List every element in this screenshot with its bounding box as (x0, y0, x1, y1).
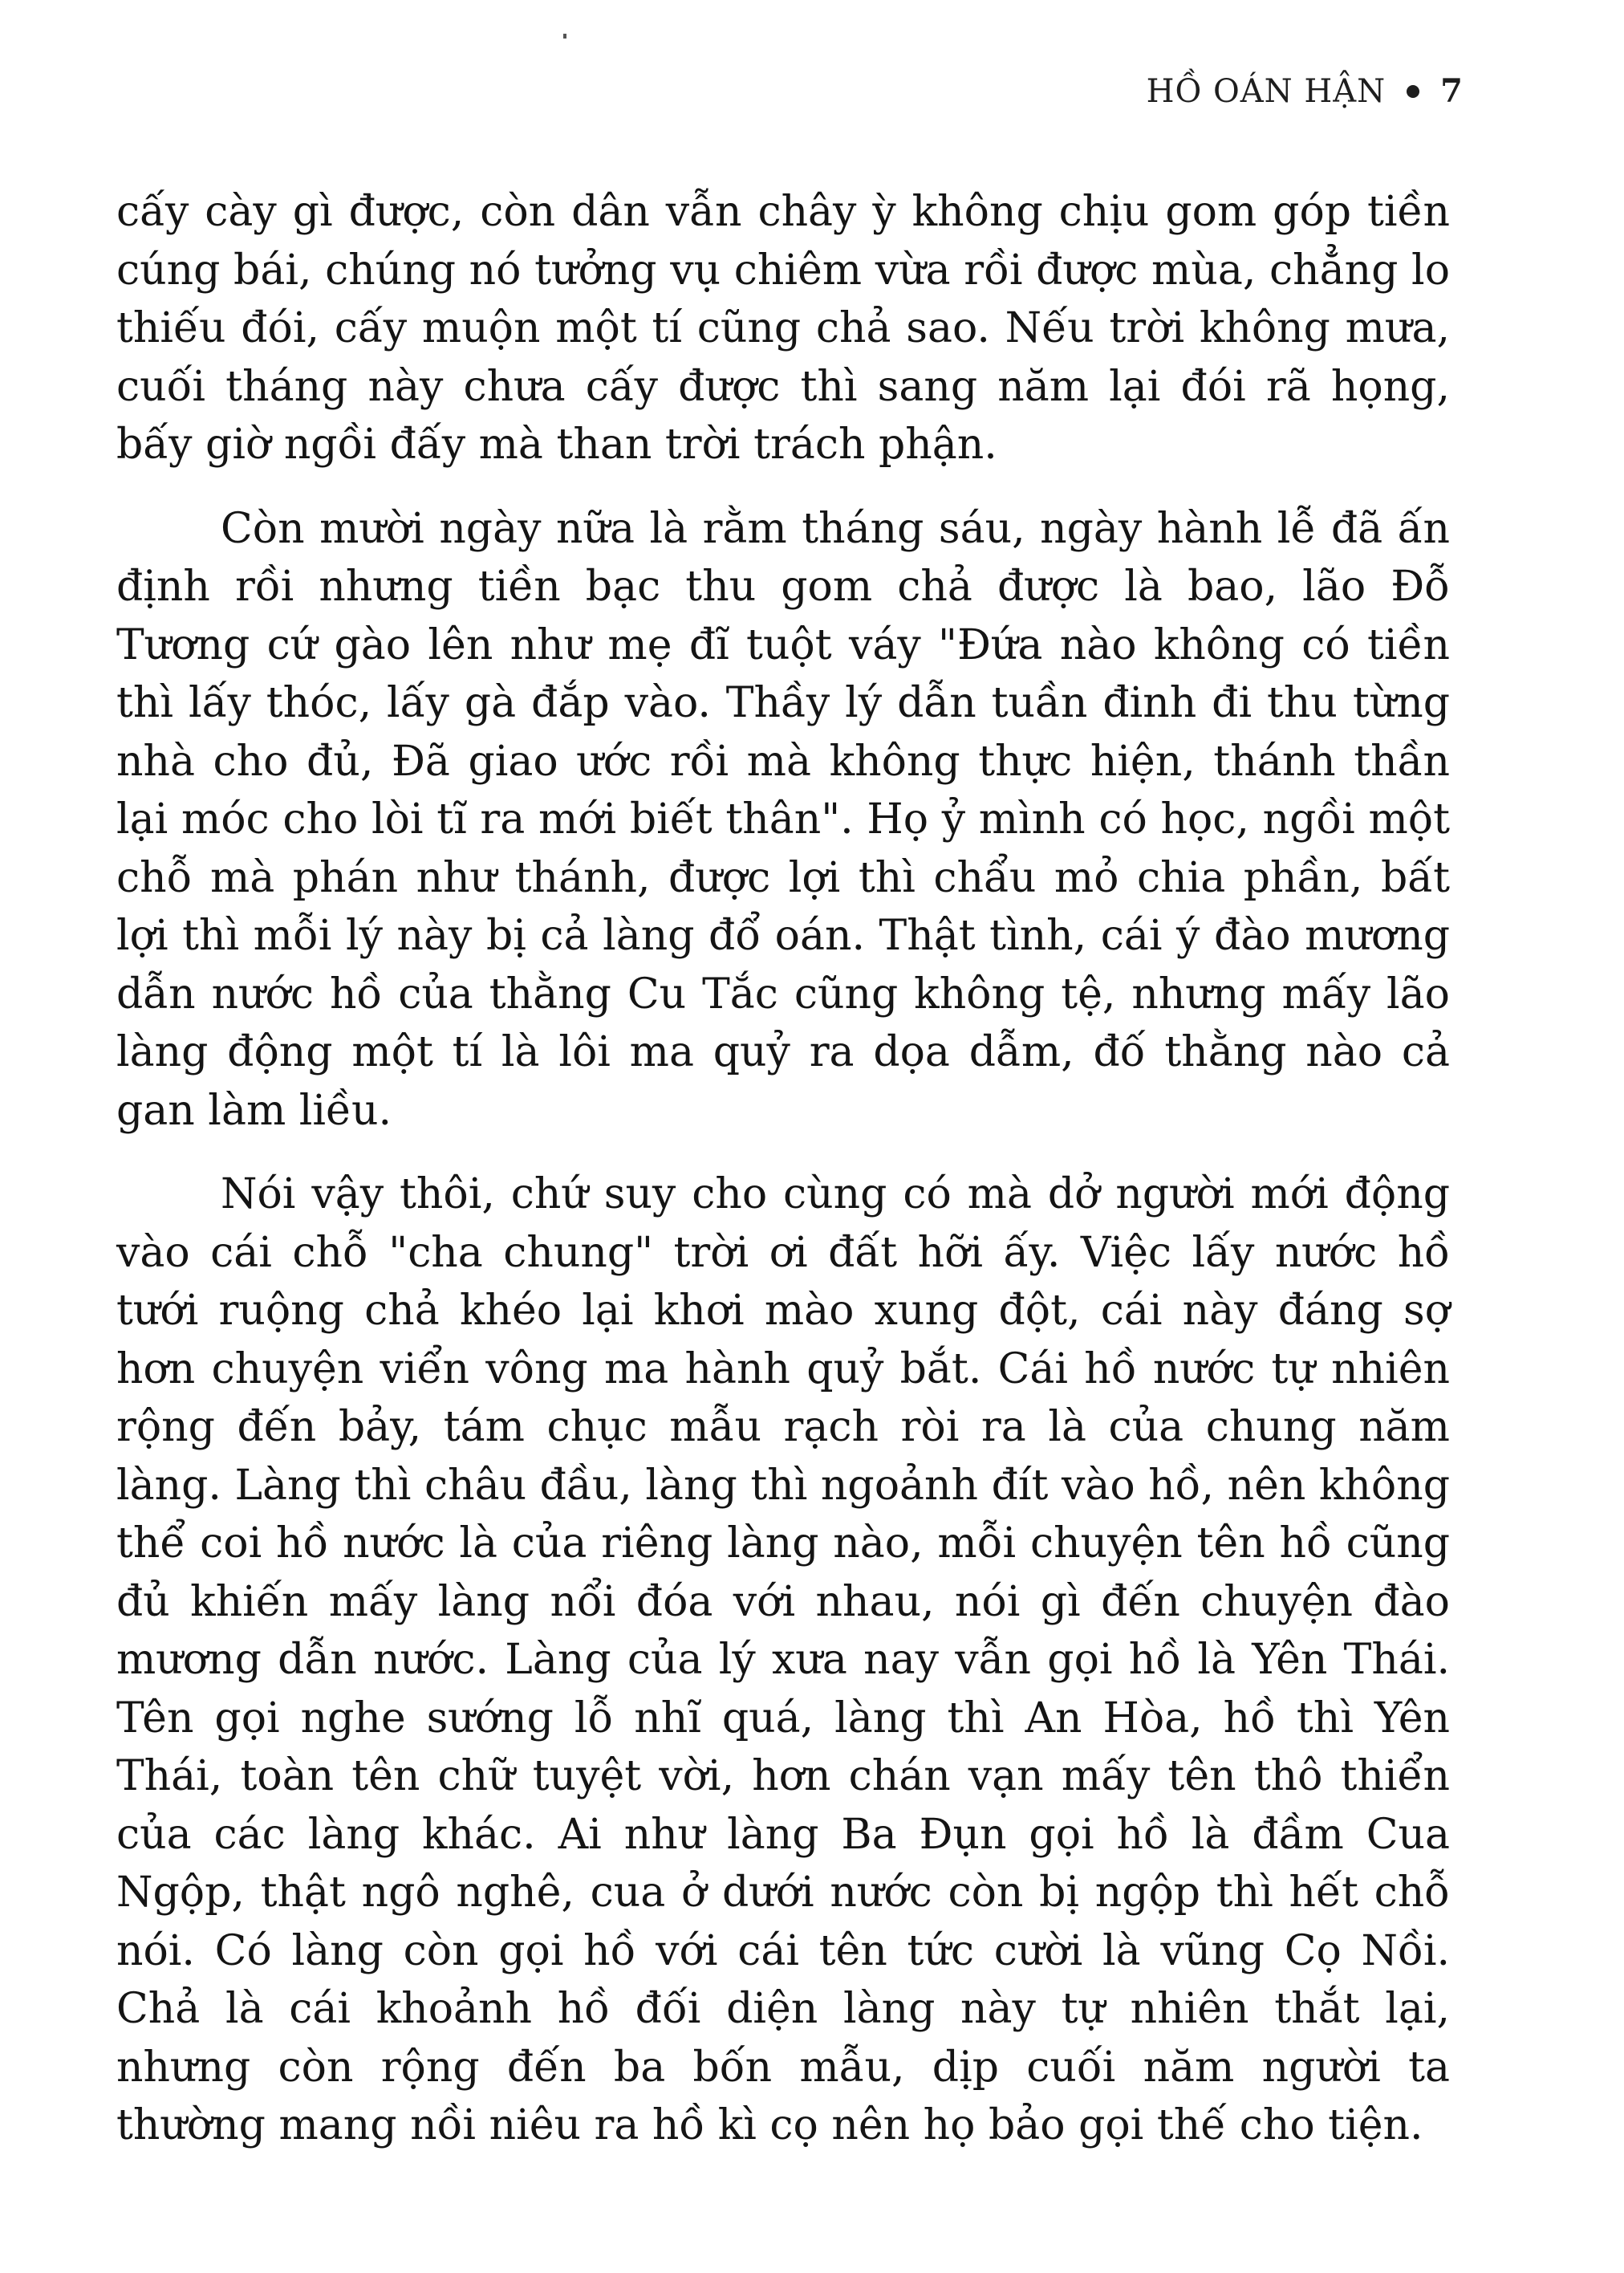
paragraph-gap (116, 474, 1450, 500)
running-header (1147, 72, 1464, 110)
paragraph-1: cấy cày gì được, còn dân vẫn chây ỳ không chịu gom góp tiền cúng bái, chúng nó tưởng vụ chiêm vừa rồi được mùa, chẳng lo thiếu đói, cấy muộn một tí cũng chả sao. Nếu trời không mưa, cuối tháng này chưa cấy được thì sang năm lại đói rã họng, bấy giờ ngồi đấy mà than trời trách phận. (116, 188, 1450, 469)
paragraph-2: Còn mười ngày nữa là rằm tháng sáu, ngày hành lễ đã ấn định rồi nhưng tiền bạc thu gom chả được là bao, lão Đỗ Tương cứ gào lên như mẹ đĩ tuột váy "Đứa nào không có tiền thì lấy thóc, lấy gà đắp vào. Thầy lý dẫn tuần đinh đi thu từng nhà cho đủ, Đã giao ước rồi mà không thực hiện, thánh thần lại móc cho lòi tĩ ra mới biết thân". Họ ỷ mình có học, ngồi một chỗ mà phán như thánh, được lợi thì chẩu mỏ chia phần, bất lợi thì mỗi lý này bị cả làng đổ oán. Thật tình, cái ý đào mương dẫn nước hồ của thằng Cu Tắc cũng không tệ, nhưng mấy lão làng động một tí là lôi ma quỷ ra dọa dẫm, đố thằng nào cả gan làm liều. (116, 504, 1450, 1135)
bullet-separator-icon (1407, 85, 1419, 98)
body-text (116, 183, 1450, 2155)
running-title: HỒ OÁN HẬN (1146, 72, 1386, 110)
page-number: 7 (1440, 72, 1464, 110)
print-mark (563, 34, 566, 39)
paragraph-3: Nói vậy thôi, chứ suy cho cùng có mà dở người mới động vào cái chỗ "cha chung" trời ơi đất hỡi ấy. Việc lấy nước hồ tưới ruộng chả khéo lại khơi mào xung đột, cái này đáng sợ hơn chuyện viển vông ma hành quỷ bắt. Cái hồ nước tự nhiên rộng đến bảy, tám chục mẫu rạch ròi ra là của chung năm làng. Làng thì châu đầu, làng thì ngoảnh đít vào hồ, nên không thể coi hồ nước là của riêng làng nào, mỗi chuyện tên hồ cũng đủ khiến mấy làng nổi đóa với nhau, nói gì đến chuyện đào mương dẫn nước. Làng của lý xưa nay vẫn gọi hồ là Yên Thái. Tên gọi nghe sướng lỗ nhĩ quá, làng thì An Hòa, hồ thì Yên Thái, toàn tên chữ tuyệt vời, hơn chán vạn mấy tên thô thiển của các làng khác. Ai như làng Ba Đụn gọi hồ là đầm Cua Ngộp, thật ngô nghê, cua ở dưới nước còn bị ngộp thì hết chỗ nói. Có làng còn gọi hồ với cái tên tức cười là vũng Cọ Nồi. Chả là cái khoảnh hồ đối diện làng này tự nhiên thắt lại, nhưng còn rộng đến ba bốn mẫu, dịp cuối năm người ta thường mang nồi niêu ra hồ kì cọ nên họ bảo gọi thế cho tiện. (116, 1170, 1450, 2149)
paragraph-gap (116, 1140, 1450, 1165)
